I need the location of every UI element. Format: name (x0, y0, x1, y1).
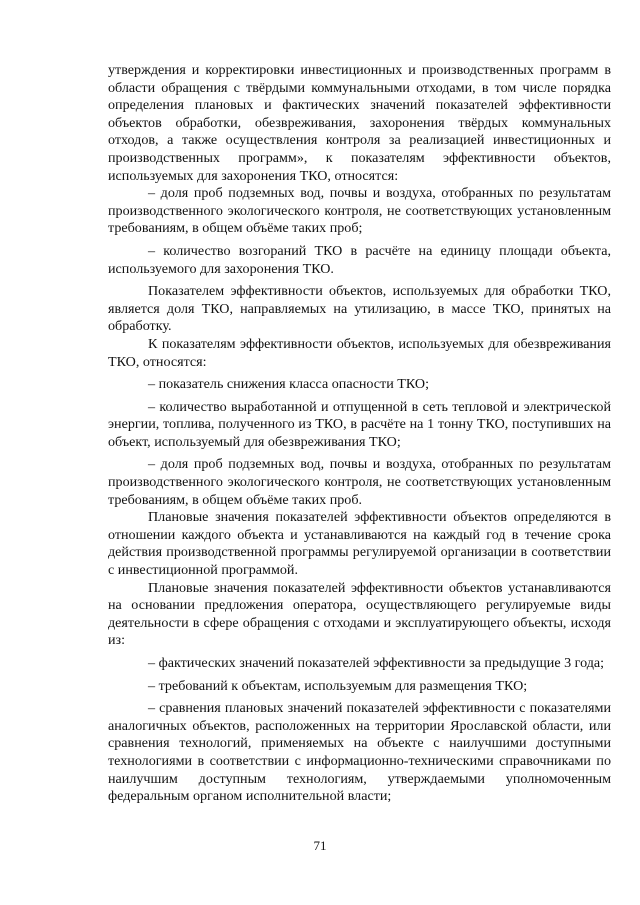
paragraph: Показателем эффективности объектов, используемых для обработки ТКО, является доля ТКО, направляемых на утилизацию, в массе ТКО, принятых на обработку. (108, 283, 611, 335)
page-number: 71 (313, 838, 327, 853)
list-item: – доля проб подземных вод, почвы и воздуха, отобранных по результатам производственного экологического контроля, не соответствующих установленным требованиям, в общем объёме таких проб. (108, 456, 611, 508)
paragraph: утверждения и корректировки инвестиционных и производственных программ в области обращения с твёрдыми коммунальными отходами, в том числе порядка определения плановых и фактических значений показателей эффективности объектов обработки, обезвреживания, захоронения твёрдых коммунальных отходов, а также осуществления контроля за реализацией инвестиционных и производственных программ», к показателям эффективности объектов, используемых для захоронения ТКО, относятся: (108, 62, 611, 184)
paragraph: К показателям эффективности объектов, используемых для обезвреживания ТКО, относятся: (108, 335, 611, 370)
body-text (108, 62, 611, 806)
list-item: – показатель снижения класса опасности ТКО; (148, 376, 430, 393)
list-item: – требований к объектам, используемым для размещения ТКО; (148, 677, 528, 694)
list-item: – сравнения плановых значений показателей эффективности с показателями аналогичных объектов, расположенных на территории Ярославской области, или сравнения технологий, применяемых на объекте с наилучшими доступными технологиями в соответствии с информационно-техническими справочниками по наилучшим доступным технологиям, утверждаемыми уполномоченным федеральным органом исполнительной власти; (108, 700, 611, 805)
paragraph: Плановые значения показателей эффективности объектов определяются в отношении каждого объекта и устанавливаются на каждый год в течение срока действия производственной программы регулируемой организации в соответствии с инвестиционной программой. (108, 509, 611, 579)
list-item: – фактических значений показателей эффективности за предыдущие 3 года; (148, 655, 605, 671)
list-item: – количество выработанной и отпущенной в сеть тепловой и электрической энергии, топлива, полученного из ТКО, в расчёте на 1 тонну ТКО, поступивших на объект, используемый для обезвреживания ТКО; (108, 398, 611, 450)
list-item: – количество возгораний ТКО в расчёте на единицу площади объекта, используемого для захоронения ТКО. (108, 242, 611, 277)
paragraph: Плановые значения показателей эффективности объектов устанавливаются на основании предложения оператора, осуществляющего регулируемые виды деятельности в сфере обращения с отходами и эксплуатирующего объекты, исходя из: (108, 579, 611, 649)
list-item: – доля проб подземных вод, почвы и воздуха, отобранных по результатам производственного экологического контроля, не соответствующих установленным требованиям, в общем объёме таких проб; (108, 185, 611, 237)
